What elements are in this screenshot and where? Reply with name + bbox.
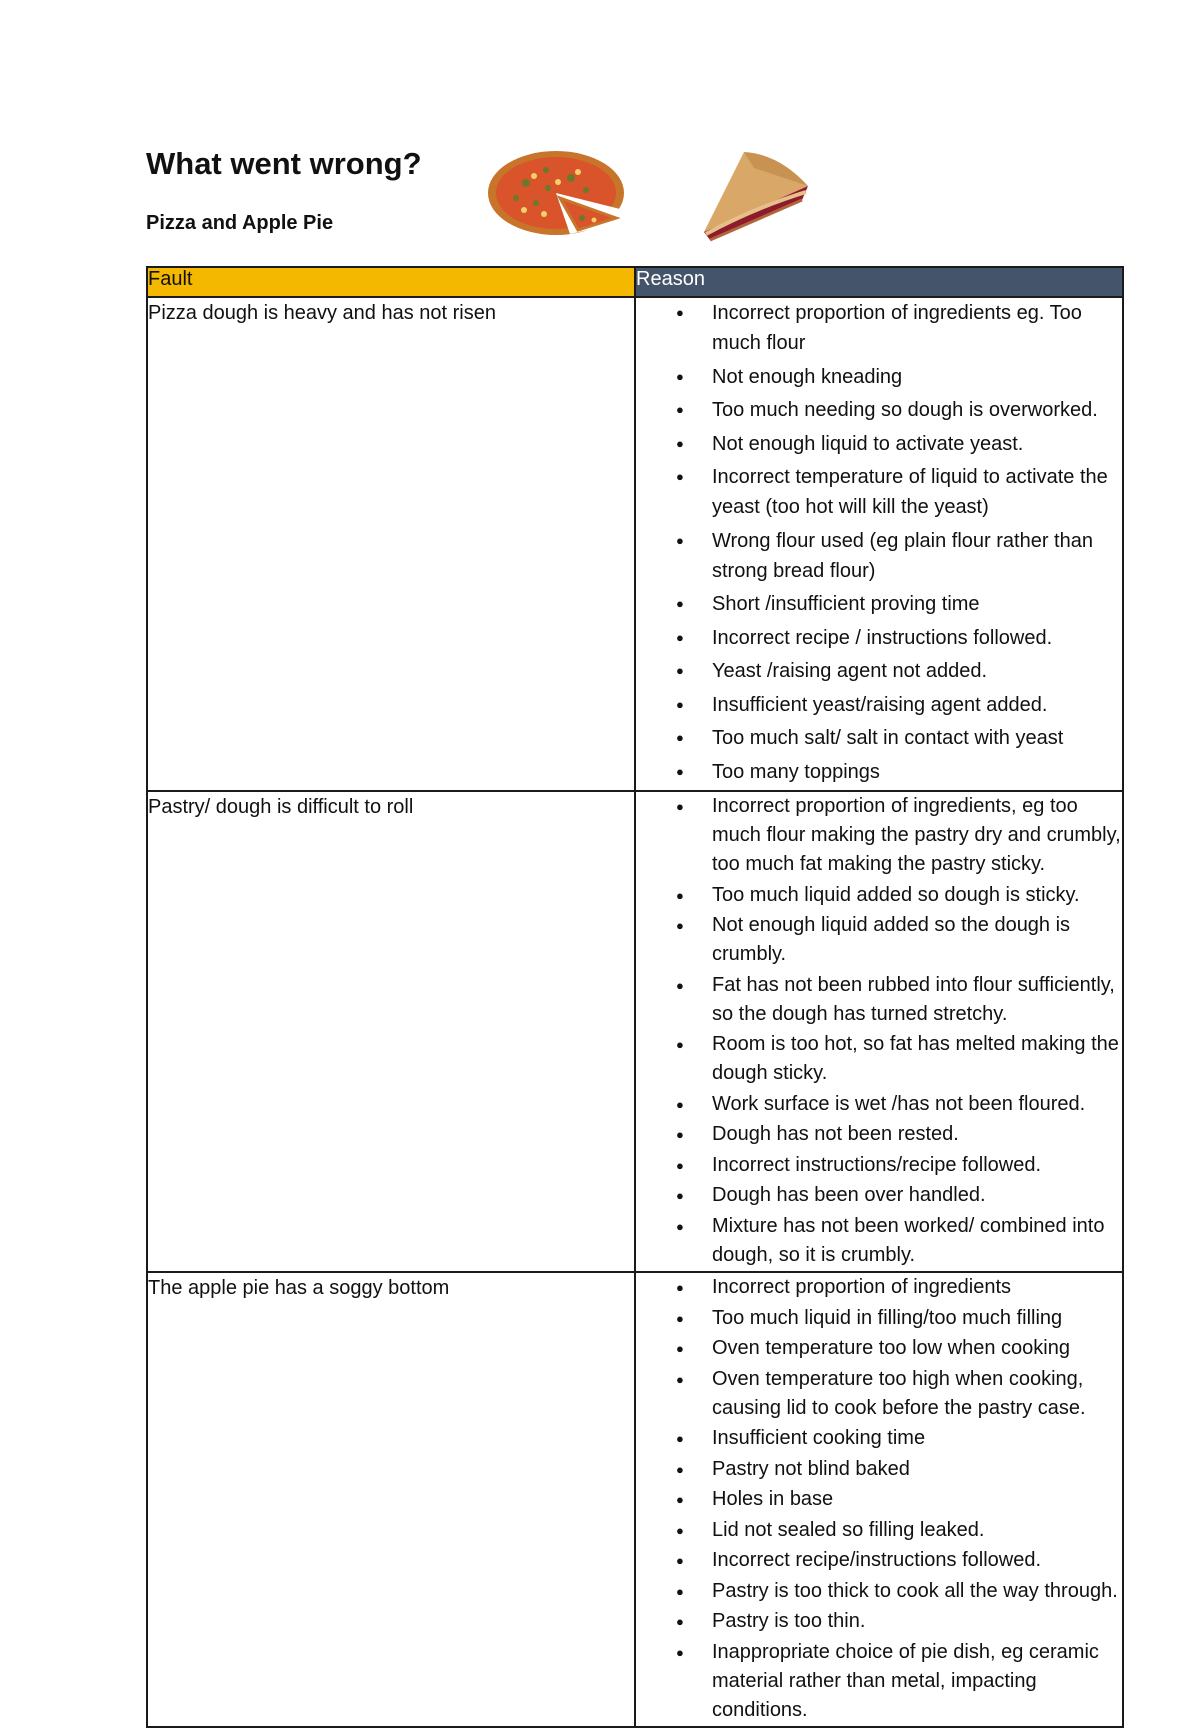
list-item: ● Oven temperature too high when cooking, causing lid to cook before the pastry case. [712,1365,1122,1423]
reason-cell [635,297,1123,791]
list-item: ● Incorrect instructions/recipe followed. [712,1151,1122,1180]
list-item: ● Too much liquid added so dough is sticky. [712,881,1122,910]
reason-column-header: Reason [635,267,1123,297]
table-row [147,297,1123,791]
list-item: ● Lid not sealed so filling leaked. [712,1516,1122,1545]
list-item: ● Incorrect recipe/instructions followed. [712,1546,1122,1575]
pizza-image [486,148,626,238]
table-header-row [147,267,1123,297]
pie-image [684,148,814,242]
reason-cell [635,791,1123,1272]
list-item: ● Not enough kneading [712,362,1122,392]
list-item: ● Incorrect recipe / instructions followed. [712,623,1122,653]
fault-cell: Pizza dough is heavy and has not risen [147,297,635,791]
reason-cell [635,1272,1123,1727]
fault-cell: The apple pie has a soggy bottom [147,1272,635,1727]
list-item: ● Too many toppings [712,757,1122,787]
page-subtitle: Pizza and Apple Pie [146,212,334,234]
table-row [147,791,1123,1272]
list-item: ● Fat has not been rubbed into flour sufficiently, so the dough has turned stretchy. [712,971,1122,1029]
faults-table [146,266,1124,1728]
list-item: ● Pastry not blind baked [712,1455,1122,1484]
list-item: ● Too much liquid in filling/too much filling [712,1304,1122,1333]
list-item: ● Too much needing so dough is overworked. [712,395,1122,425]
list-item: ● Not enough liquid added so the dough is crumbly. [712,911,1122,969]
list-item: ● Pastry is too thin. [712,1607,1122,1636]
fault-cell: Pastry/ dough is difficult to roll [147,791,635,1272]
table-row [147,1272,1123,1727]
list-item: ● Yeast /raising agent not added. [712,656,1122,686]
list-item: ● Inappropriate choice of pie dish, eg ceramic material rather than metal, impacting conditions. [712,1638,1122,1725]
list-item: ● Insufficient yeast/raising agent added. [712,690,1122,720]
list-item: ● Wrong flour used (eg plain flour rather than strong bread flour) [712,526,1122,586]
reason-list [636,1273,1122,1725]
list-item: ● Oven temperature too low when cooking [712,1334,1122,1363]
reason-list [636,298,1122,787]
list-item: ● Incorrect proportion of ingredients eg. Too much flour [712,298,1122,358]
list-item: ● Mixture has not been worked/ combined into dough, so it is crumbly. [712,1212,1122,1270]
list-item: ● Work surface is wet /has not been floured. [712,1090,1122,1119]
list-item: ● Room is too hot, so fat has melted making the dough sticky. [712,1030,1122,1088]
list-item: ● Pastry is too thick to cook all the way through. [712,1577,1122,1606]
list-item: ● Dough has been over handled. [712,1181,1122,1210]
fault-column-header: Fault [147,267,635,297]
list-item: ● Short /insufficient proving time [712,589,1122,619]
list-item: ● Not enough liquid to activate yeast. [712,429,1122,459]
list-item: ● Dough has not been rested. [712,1120,1122,1149]
list-item: ● Insufficient cooking time [712,1424,1122,1453]
list-item: ● Incorrect temperature of liquid to activate the yeast (too hot will kill the yeast) [712,462,1122,522]
list-item: ● Incorrect proportion of ingredients [712,1273,1122,1302]
list-item: ● Holes in base [712,1485,1122,1514]
reason-list [636,792,1122,1270]
page-title: What went wrong? [146,146,422,181]
list-item: ● Too much salt/ salt in contact with yeast [712,723,1122,753]
list-item: ● Incorrect proportion of ingredients, eg too much flour making the pastry dry and crumbly, too much fat making the pastry sticky. [712,792,1122,879]
